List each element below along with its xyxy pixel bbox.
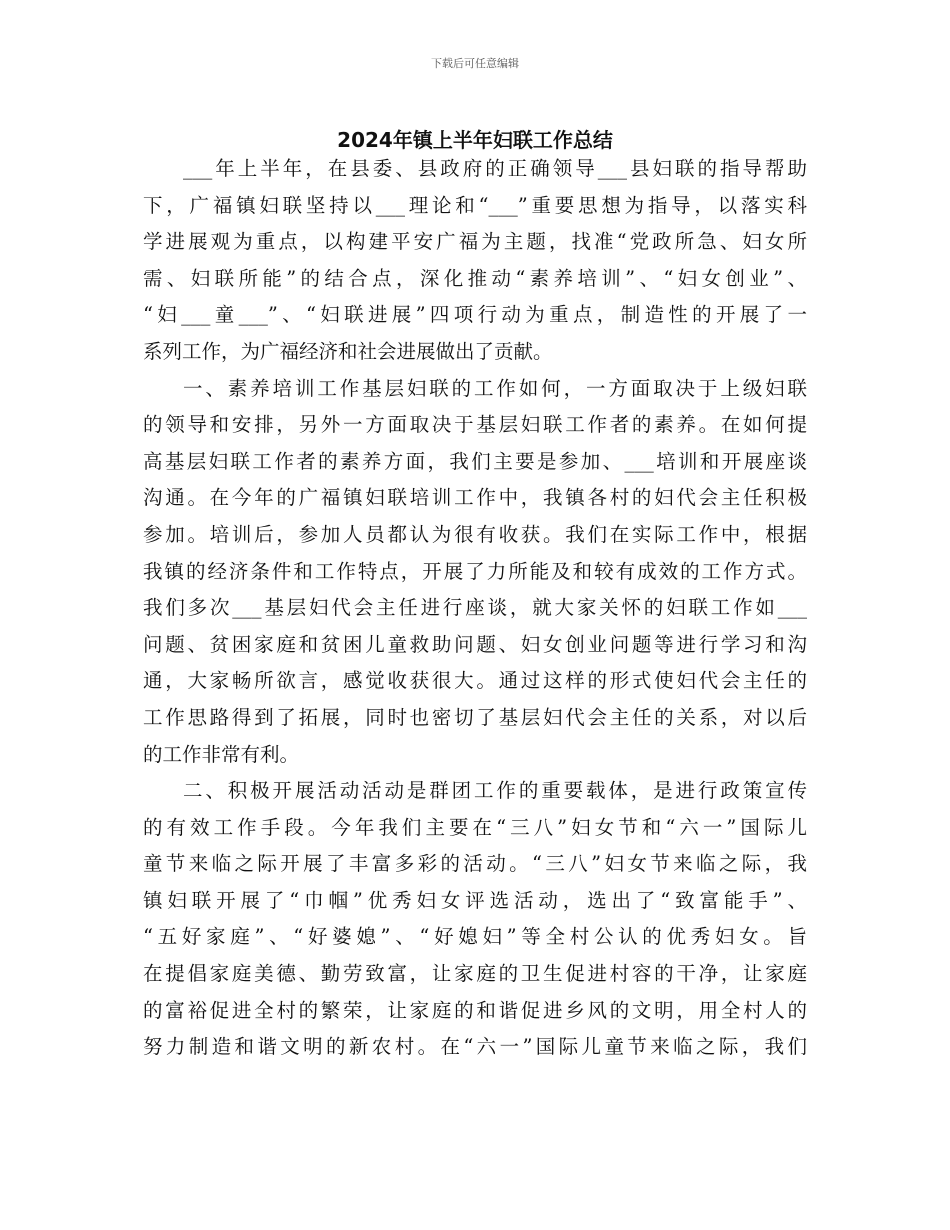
body-line: 的领导和安排，另外一方面取决于基层妇联工作者的素养。在如何提 xyxy=(143,413,807,437)
body-line: “妇___童___”、“妇联进展”四项行动为重点，制造性的开展了一 xyxy=(143,303,807,327)
body-line: 我镇的经济条件和工作特点，开展了力所能及和较有成效的工作方式。 xyxy=(143,559,807,583)
body-line: 沟通。在今年的广福镇妇联培训工作中，我镇各村的妇代会主任积极 xyxy=(143,486,807,510)
body-line: 在提倡家庭美德、勤劳致富，让家庭的卫生促进村容的干净，让家庭 xyxy=(143,962,807,986)
body-line: 二、积极开展活动活动是群团工作的重要载体，是进行政策宣传 xyxy=(183,779,807,803)
body-line: “五好家庭”、“好婆媳”、“好媳妇”等全村公认的优秀妇女。旨 xyxy=(143,925,807,949)
document-body xyxy=(143,151,807,1066)
body-line: 一、素养培训工作基层妇联的工作如何，一方面取决于上级妇联 xyxy=(183,376,807,400)
body-line: 学进展观为重点，以构建平安广福为主题，找准“党政所急、妇女所 xyxy=(143,230,807,254)
body-line: 问题、贫困家庭和贫困儿童救助问题、妇女创业问题等进行学习和沟 xyxy=(143,632,807,656)
body-line: 努力制造和谐文明的新农村。在“六一”国际儿童节来临之际，我们 xyxy=(143,1035,807,1059)
header-note: 下载后可任意编辑 xyxy=(431,57,519,70)
body-line: 镇妇联开展了“巾帼”优秀妇女评选活动，选出了“致富能手”、 xyxy=(143,888,807,912)
body-line: 需、妇联所能”的结合点，深化推动“素养培训”、“妇女创业”、 xyxy=(143,266,807,290)
body-line: 下，广福镇妇联坚持以___理论和“___”重要思想为指导，以落实科 xyxy=(143,193,807,217)
body-line: 高基层妇联工作者的素养方面，我们主要是参加、___培训和开展座谈 xyxy=(143,449,807,473)
document-title: 2024年镇上半年妇联工作总结 xyxy=(337,128,613,152)
body-line: 工作思路得到了拓展，同时也密切了基层妇代会主任的关系，对以后 xyxy=(143,705,807,729)
body-line: ___年上半年，在县委、县政府的正确领导___县妇联的指导帮助 xyxy=(183,157,807,180)
body-line: 我们多次___基层妇代会主任进行座谈，就大家关怀的妇联工作如___ xyxy=(143,596,807,620)
body-line: 童节来临之际开展了丰富多彩的活动。“三八”妇女节来临之际，我 xyxy=(143,852,807,876)
body-line: 的工作非常有利。 xyxy=(143,742,300,766)
body-line: 参加。培训后，参加人员都认为很有收获。我们在实际工作中，根据 xyxy=(143,522,807,546)
body-line: 通，大家畅所欲言，感觉收获很大。通过这样的形式使妇代会主任的 xyxy=(143,669,807,693)
body-line: 的有效工作手段。今年我们主要在“三八”妇女节和“六一”国际儿 xyxy=(143,815,807,839)
body-line: 系列工作，为广福经济和社会进展做出了贡献。 xyxy=(143,339,553,363)
body-line: 的富裕促进全村的繁荣，让家庭的和谐促进乡风的文明，用全村人的 xyxy=(143,998,807,1022)
